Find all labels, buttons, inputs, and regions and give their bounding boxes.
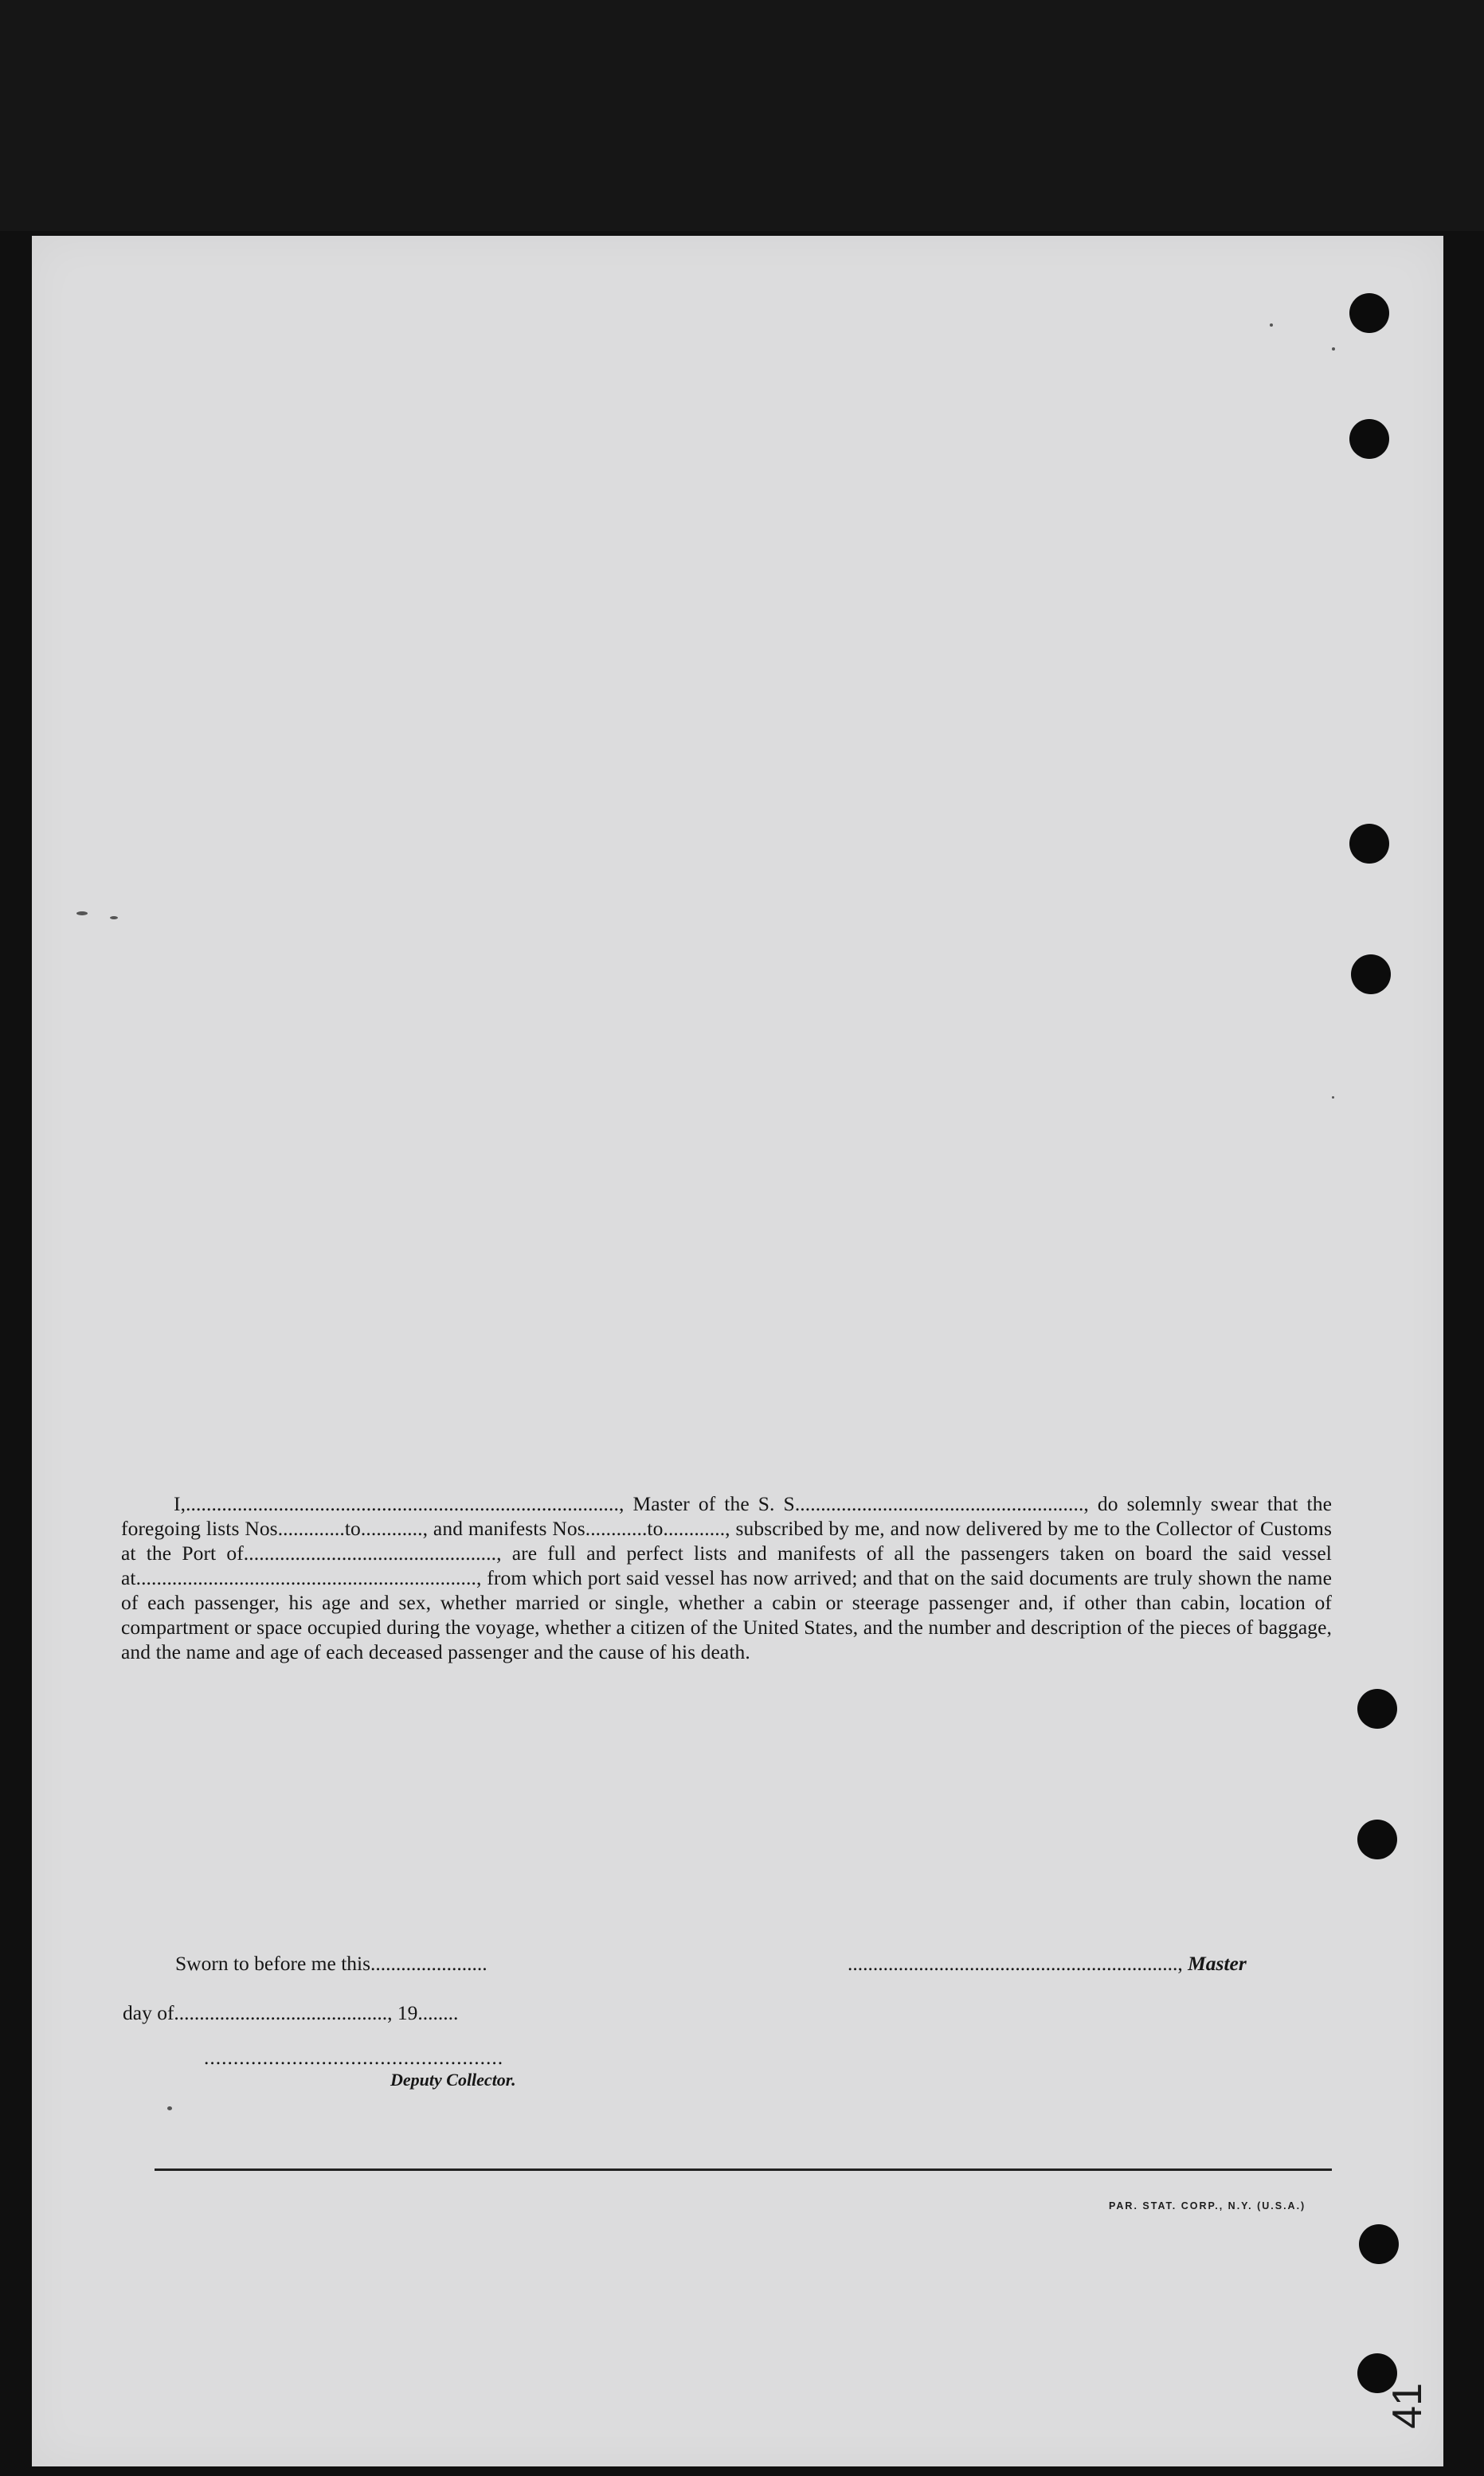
scan-speck [76, 911, 88, 915]
manifest-back-page [32, 236, 1443, 2466]
master-oath-paragraph [121, 1491, 1332, 1664]
oath-line: delivered by me to the Collector of Customs at the Port of................................................., are full and perfect lists and [121, 1517, 1332, 1565]
scan-speck [1332, 1096, 1334, 1099]
oath-line: or space occupied during the voyage, whether a citizen of the United States, and the number and description of the pieces [234, 1616, 1231, 1639]
sworn-before-line: Sworn to before me this....................... [175, 1952, 487, 1975]
punch-hole [1357, 1689, 1397, 1729]
scan-speck [1332, 347, 1335, 351]
master-role-label: Master [1188, 1952, 1247, 1975]
oath-text [121, 1491, 1332, 1664]
oath-line: of baggage, and the name and age of each deceased passenger and the cause of his death. [121, 1616, 1332, 1663]
footer-rule [155, 2168, 1332, 2171]
scanner-background [0, 0, 1484, 231]
day-of-line: day of.........................................., 19........ [123, 2001, 459, 2024]
punch-hole [1357, 1820, 1397, 1859]
scan-speck [167, 2106, 172, 2110]
oath-line: port said vessel has now arrived; and that on the said documents are truly shown the name of each passenger, his age and [121, 1566, 1332, 1614]
oath-line: I,...................................................................................., Master of the S. S........................................................, do solemnly [174, 1492, 1202, 1515]
punch-hole [1349, 419, 1389, 459]
master-signature-line [848, 1952, 1247, 1976]
punch-hole [1359, 2224, 1399, 2264]
oath-line: sex, whether married or single, whether a cabin or steerage passenger and, if other than cabin, location of compartment [121, 1591, 1333, 1639]
printer-imprint: PAR. STAT. CORP., N.Y. (U.S.A.) [1109, 2200, 1306, 2212]
deputy-collector-label: Deputy Collector. [390, 2070, 516, 2090]
oath-line: swear that the foregoing lists Nos.............to............, and manifests Nos............to............, subscribed by me, and now [121, 1492, 1332, 1540]
scan-speck [1270, 323, 1273, 327]
scan-speck [110, 916, 118, 919]
punch-hole [1351, 954, 1391, 994]
deputy-signature-dots: ................................................... [204, 2046, 504, 2069]
punch-hole [1349, 824, 1389, 864]
page-number-mark: 41 [1384, 2383, 1431, 2429]
master-signature-dots: ................................................................., [848, 1952, 1183, 1975]
oath-line: manifests of all the passengers taken on board the said vessel at.................................................................., from which [121, 1542, 1332, 1589]
punch-hole [1349, 293, 1389, 333]
